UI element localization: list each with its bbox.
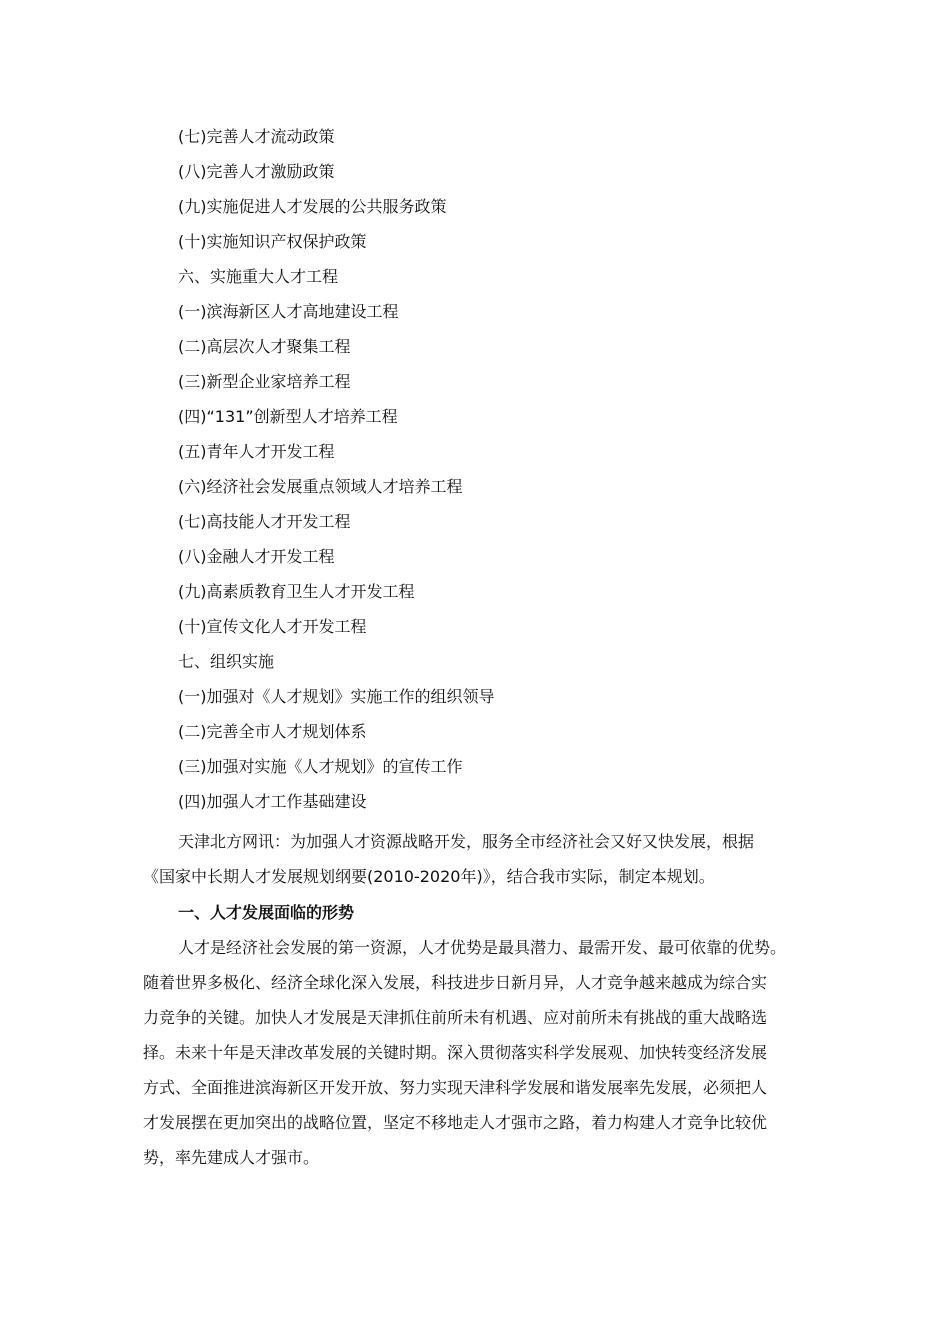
outline-item: (四)加强人才工作基础建设 xyxy=(178,792,367,811)
outline-item: (三)新型企业家培养工程 xyxy=(178,372,351,391)
outline-item: (一)加强对《人才规划》实施工作的组织领导 xyxy=(178,687,495,706)
paragraph-line: 人才是经济社会发展的第一资源，人才优势是最具潜力、最需开发、最可依靠的优势。 xyxy=(178,938,787,957)
outline-item: (八)金融人才开发工程 xyxy=(178,547,335,566)
outline-item: (六)经济社会发展重点领域人才培养工程 xyxy=(178,477,463,496)
outline-item: (九)高素质教育卫生人才开发工程 xyxy=(178,582,415,601)
intro-line: 天津北方网讯：为加强人才资源战略开发，服务全市经济社会又好又快发展，根据 xyxy=(178,832,755,851)
intro-paragraph xyxy=(143,824,813,894)
outline-list xyxy=(178,124,818,824)
outline-section-heading: 七、组织实施 xyxy=(178,652,275,671)
paragraph-line: 才发展摆在更加突出的战略位置，坚定不移地走人才强市之路，着力构建人才竞争比较优 xyxy=(143,1113,768,1132)
paragraph-line: 随着世界多极化、经济全球化深入发展，科技进步日新月异，人才竞争越来越成为综合实 xyxy=(143,973,768,992)
outline-item: (十)实施知识产权保护政策 xyxy=(178,232,367,251)
paragraph-line: 方式、全面推进滨海新区开发开放、努力实现天津科学发展和谐发展率先发展，必须把人 xyxy=(143,1078,768,1097)
outline-item: (三)加强对实施《人才规划》的宣传工作 xyxy=(178,757,463,776)
section-heading: 一、人才发展面临的形势 xyxy=(178,903,355,922)
intro-line: 《国家中长期人才发展规划纲要(2010-2020年)》，结合我市实际，制定本规划。 xyxy=(143,867,715,886)
outline-item: (五)青年人才开发工程 xyxy=(178,442,335,461)
outline-item: (一)滨海新区人才高地建设工程 xyxy=(178,302,399,321)
outline-item: (九)实施促进人才发展的公共服务政策 xyxy=(178,197,447,216)
paragraph-line: 势，率先建成人才强市。 xyxy=(143,1148,320,1167)
paragraph-line: 择。未来十年是天津改革发展的关键时期。深入贯彻落实科学发展观、加快转变经济发展 xyxy=(143,1043,768,1062)
outline-item: (四)“131”创新型人才培养工程 xyxy=(178,407,398,426)
outline-item: (二)高层次人才聚集工程 xyxy=(178,337,351,356)
outline-item: (七)高技能人才开发工程 xyxy=(178,512,351,531)
outline-item: (二)完善全市人才规划体系 xyxy=(178,722,367,741)
section-paragraph xyxy=(143,930,813,1175)
outline-item: (十)宣传文化人才开发工程 xyxy=(178,617,367,636)
paragraph-line: 力竞争的关键。加快人才发展是天津抓住前所未有机遇、应对前所未有挑战的重大战略选 xyxy=(143,1008,768,1027)
outline-item: (七)完善人才流动政策 xyxy=(178,127,335,146)
outline-section-heading: 六、实施重大人才工程 xyxy=(178,267,339,286)
outline-item: (八)完善人才激励政策 xyxy=(178,162,335,181)
